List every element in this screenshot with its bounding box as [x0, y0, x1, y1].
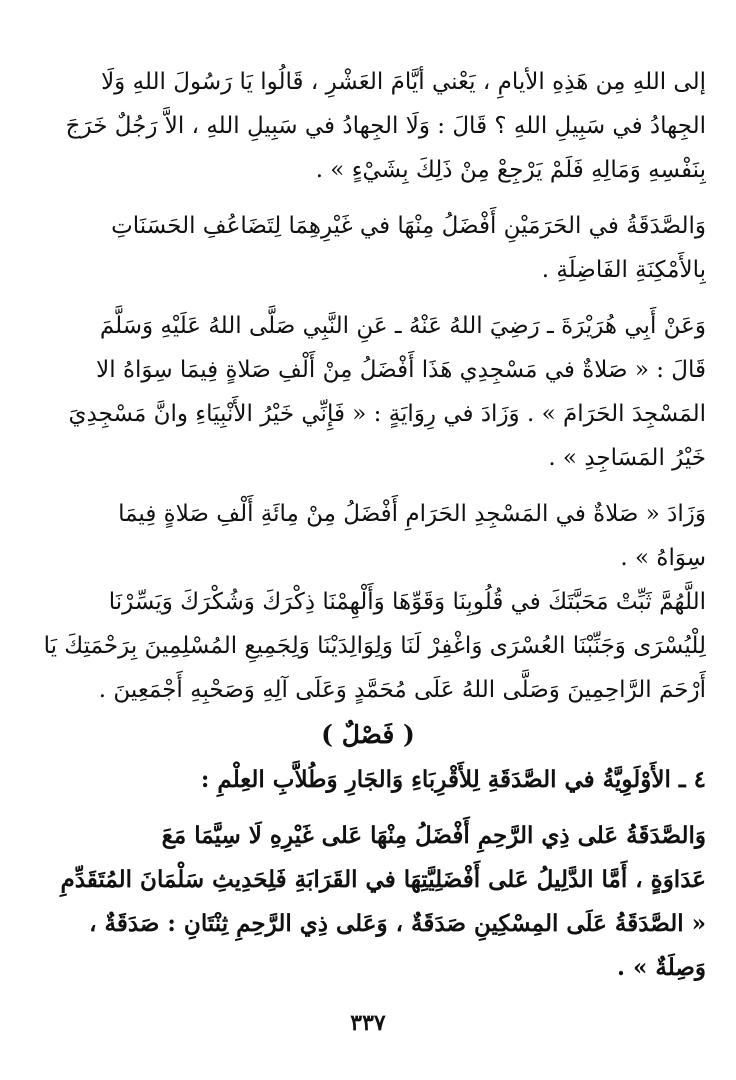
page-body [30, 60, 706, 1060]
text-line: « الصَّدَقَةُ عَلَى المِسْكِينِ صَدَقَةٌ ، وَعَلى ذِي الرَّحِمِ ثِنْتَانِ : صَدَقَةٌ ، [89, 910, 706, 937]
text-line: وَصِلَةٌ » . [617, 954, 706, 981]
paragraph-5 [30, 580, 706, 712]
subheading: ٤ ـ الأَوْلَوِيَّةُ في الصَّدَقَةِ لِلأَقْرِبَاءِ وَالجَارِ وَطُلاَّبِ العِلْمِ : [200, 766, 706, 793]
text-line: بِالأَمْكِنَةِ الفَاضِلَةِ . [541, 257, 706, 283]
paragraph-6 [30, 814, 706, 990]
page-number: ٣٣٧ [350, 1010, 386, 1036]
paragraph-4 [30, 492, 706, 580]
text-line: اللَّهُمَّ ثَبِّتْ مَحَبَّتَكَ في قُلُوبِنَا وَقَوِّهَا وَأَلْهِمْنَا ذِكْرَكَ وَشُكْرَكَ وَيَسِّرْنَا [108, 589, 706, 615]
paragraph-2 [30, 204, 706, 292]
text-line: خَيْرُ المَسَاجِدِ » . [548, 445, 706, 471]
text-line: وَالصَّدَقَةُ عَلى ذِي الرَّحِمِ أَفْضَلُ مِنْهَا عَلى غَيْرِهِ لَا سِيَّمَا مَعَ [161, 822, 706, 849]
text-line: وَالصَّدَقَةُ في الحَرَمَيْنِ أَفْضَلُ مِنْهَا في غَيْرِهِمَا لِتَضَاعُفِ الحَسَنَاتِ [111, 213, 706, 239]
text-line: أَرْحَمَ الرَّاحِمِينَ وَصَلَّى اللهُ عَلَى مُحَمَّدٍ وَعَلَى آلِهِ وَصَحْبِهِ أَجْمَعِينَ . [98, 677, 706, 703]
text-line: المَسْجِدَ الحَرَامَ » . وَزَادَ في رِوَايَةٍ : « فَإِنِّي خَيْرُ الأَنْبِيَاءِ وانَّ مَسْجِدِيَ [68, 401, 706, 427]
paragraph-1 [30, 60, 706, 192]
text-line: لِلْيُسْرَى وَجَنِّبْنَا العُسْرَى وَاغْفِرْ لَنَا وَلِوَالِدَيْنَا وَلِجَمِيعِ المُسْلِمِينَ بِرَحْمَتِكَ يَا [43, 633, 706, 659]
section-heading: ( فَصْلٌ ) [321, 720, 415, 749]
text-line: إلى اللهِ مِن هَذِهِ الأيامِ ، يَعْني أيَّامَ العَشْرِ ، قَالُوا يَا رَسُولَ اللهِ وَلَا [101, 69, 706, 95]
text-line: سِوَاهُ » . [620, 545, 706, 571]
text-line: قَالَ : « صَلاةٌ في مَسْجِدِي هَذَا أَفْضَلُ مِنْ أَلْفِ صَلاةٍ فِيمَا سِوَاهُ الا [96, 357, 706, 383]
text-line: الجِهادُ في سَبِيلِ اللهِ ؟ قَالَ : وَلَا الجِهادُ في سَبِيلِ اللهِ ، الاَّ رَجُلٌ خَرَجَ [65, 113, 706, 139]
text-line: عَدَاوَةٍ ، أَمَّا الدَّلِيلُ عَلى أَفْضَلِيَّتِهَا في القَرَابَةِ فَلِحَدِيثِ سَلْمَانَ المُتَقَدِّمِ [60, 866, 706, 893]
paragraph-3 [30, 304, 706, 480]
text-line: وَعَنْ أَبِي هُرَيْرَةَ ـ رَضِيَ اللهُ عَنْهُ ـ عَنِ النَّبِي صَلَّى اللهُ عَلَيْهِ وَسَلَّمَ [99, 313, 706, 339]
text-line: وَزَادَ « صَلاةٌ في المَسْجِدِ الحَرَامِ أَفْضَلُ مِنْ مِائَةِ أَلْفِ صَلاةٍ فِيمَا [118, 501, 706, 527]
text-line: بِنَفْسِهِ وَمَالِهِ فَلَمْ يَرْجِعْ مِنْ ذَلِكَ بِشَيْءٍ » . [315, 157, 706, 183]
